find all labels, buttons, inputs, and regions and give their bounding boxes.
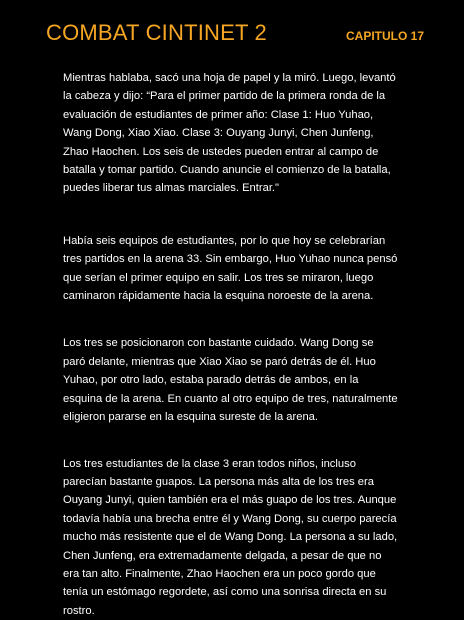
book-title: COMBAT CINTINET 2 [46, 19, 267, 47]
paragraph: Mientras hablaba, sacó una hoja de papel y la miró. Luego, levantó la cabeza y dijo: “Para el primer partido de la primera ronda de la evaluación de estudiantes de primer año: Clase 1: Huo Yuhao, Wang Dong, Xiao Xiao. Clase 3: Ouyang Junyi, Chen Junfeng, Zhao Haochen. Los seis de ustedes pueden entrar al campo de batalla y tomar partido. Cuando anuncie el comienzo de la batalla, puedes liberar tus almas marciales. Entrar." [63, 69, 399, 198]
chapter-number: CAPITULO 17 [346, 28, 424, 44]
paragraph: Los tres se posicionaron con bastante cuidado. Wang Dong se paró delante, mientras que Xiao Xiao se paró detrás de él. Huo Yuhao, por otro lado, estaba parado detrás de ambos, en la esquina de la arena. En cuanto al otro equipo de tres, naturalmente eligieron pararse en la esquina sureste de la arena. [63, 334, 399, 426]
chapter-body [63, 69, 399, 620]
chapter-header [0, 0, 464, 60]
paragraph: Había seis equipos de estudiantes, por lo que hoy se celebrarían tres partidos en la arena 33. Sin embargo, Huo Yuhao nunca pensó que serían el primer equipo en salir. Los tres se miraron, luego caminaron rápidamente hacia la esquina noroeste de la arena. [63, 232, 399, 306]
paragraph: Los tres estudiantes de la clase 3 eran todos niños, incluso parecían bastante guapos. La persona más alta de los tres era Ouyang Junyi, quien también era el más guapo de los tres. Aunque todavía había una brecha entre él y Wang Dong, su cuerpo parecía mucho más resistente que el de Wang Dong. La persona a su lado, Chen Junfeng, era extremadamente delgada, a pesar de que no era tan alto. Finalmente, Zhao Haochen era un poco gordo que tenía un estómago regordete, así como una sonrisa directa en su rostro. [63, 455, 399, 620]
